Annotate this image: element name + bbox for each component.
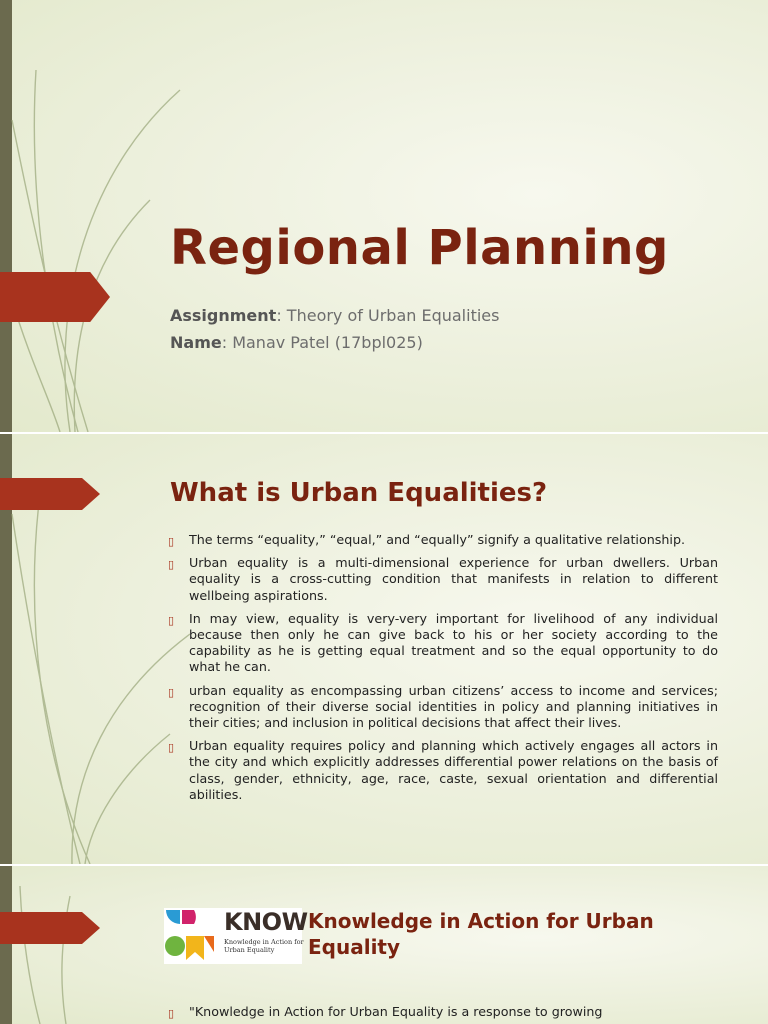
accent-flag <box>0 912 100 944</box>
name-value: : Manav Patel (17bpl025) <box>221 333 423 352</box>
assignment-label: Assignment <box>170 306 277 325</box>
list-item-text: Urban equality requires policy and planning which actively engages all actors in the city and which explicitly addresses differential power relations on the basis of class, gender, ethnicity, age, race, caste, sexual orientation and differential abilities. <box>189 738 718 802</box>
accent-flag <box>0 272 110 322</box>
bullet-icon: ▯ <box>168 613 175 627</box>
bullet-icon: ▯ <box>168 535 175 548</box>
list-item <box>168 1004 718 1020</box>
section-heading: What is Urban Equalities? <box>170 478 548 508</box>
bullet-list <box>168 1004 718 1024</box>
bullet-icon: ▯ <box>168 685 175 699</box>
bullet-icon: ▯ <box>168 741 175 755</box>
list-item-text: "Knowledge in Action for Urban Equality is a response to growing <box>189 1004 603 1019</box>
list-item-text: urban equality as encompassing urban citizens’ access to income and services; recognition of their diverse social identities in policy and planning initiatives in their cities; and inclusion in political decisions that affect their lives. <box>189 682 718 731</box>
list-item <box>168 611 718 676</box>
slide-title <box>0 0 768 432</box>
bullet-icon: ▯ <box>168 1007 175 1020</box>
list-item <box>168 532 718 548</box>
assignment-line <box>170 306 499 325</box>
list-item <box>168 555 718 604</box>
assignment-value: : Theory of Urban Equalities <box>276 306 500 325</box>
bullet-list <box>168 532 718 810</box>
decorative-swirls <box>0 0 200 432</box>
slide-urban-equalities <box>0 434 768 864</box>
page-title: Regional Planning <box>170 220 669 276</box>
logo-tagline: Knowledge in Action for Urban Equality <box>224 938 304 954</box>
list-item-text: Urban equality is a multi-dimensional experience for urban dwellers. Urban equality is a cross-cutting condition that manifests in relation to different wellbeing aspirations. <box>189 555 718 603</box>
list-item <box>168 738 718 803</box>
accent-flag <box>0 478 100 510</box>
section-heading: Knowledge in Action for Urban Equality <box>308 909 654 959</box>
list-item <box>168 683 718 732</box>
list-item-text: The terms “equality,” “equal,” and “equally” signify a qualitative relationship. <box>189 532 686 547</box>
slide-know <box>0 866 768 1024</box>
logo-wordmark: KNOW <box>224 908 308 936</box>
name-label: Name <box>170 333 222 352</box>
bullet-icon: ▯ <box>168 558 175 572</box>
list-item-text: In may view, equality is very-very important for livelihood of any individual because then only he can give back to his or her society according to the capability as he is getting equal treatment and so the equal opportunity to do what he can. <box>189 610 718 675</box>
name-line <box>170 333 423 352</box>
